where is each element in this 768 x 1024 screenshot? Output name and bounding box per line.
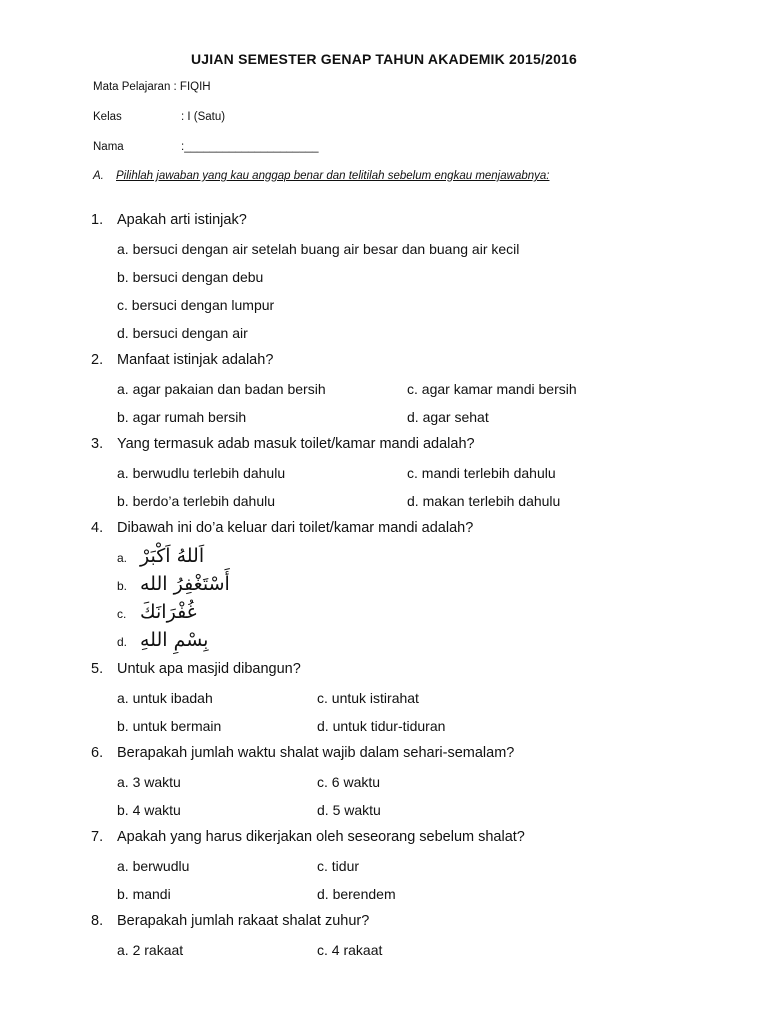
question-text: Dibawah ini do’a keluar dari toilet/kamar mandi adalah? [117, 520, 474, 536]
question-number: 1. [91, 212, 104, 228]
answer-option: b. mandi [117, 886, 171, 902]
question-number: 7. [91, 829, 104, 845]
question-text: Manfaat istinjak adalah? [117, 352, 274, 368]
question-text: Yang termasuk adab masuk toilet/kamar mandi adalah? [117, 436, 475, 452]
answer-option: a. berwudlu terlebih dahulu [117, 465, 286, 481]
arabic-prayer: اَللهُ اَكْبَرْ [140, 545, 205, 567]
answer-option: c. untuk istirahat [317, 690, 419, 706]
answer-option: b. berdo’a terlebih dahulu [117, 493, 276, 509]
option-letter: d. [117, 635, 128, 649]
instruction-marker: A. [93, 170, 104, 182]
answer-option: d. agar sehat [407, 409, 489, 425]
answer-option: b. untuk bermain [117, 718, 222, 734]
answer-option: d. bersuci dengan air [117, 325, 248, 341]
question-text: Apakah yang harus dikerjakan oleh seseorang sebelum shalat? [117, 829, 525, 845]
question-text: Berapakah jumlah waktu shalat wajib dalam sehari-semalam? [117, 745, 515, 761]
arabic-prayer: أَسْتَغْفِرُ الله [140, 573, 230, 595]
answer-option: c. agar kamar mandi bersih [407, 381, 577, 397]
question-text: Apakah arti istinjak? [117, 212, 247, 228]
answer-option: d. untuk tidur-tiduran [317, 718, 446, 734]
subject-label: Mata Pelajaran : FIQIH [93, 81, 211, 93]
option-letter: b. [117, 579, 128, 593]
question-number: 6. [91, 745, 104, 761]
answer-option: c. tidur [317, 858, 360, 874]
answer-option: c. 4 rakaat [317, 942, 383, 958]
question-number: 5. [91, 661, 104, 677]
name-blank: :_____________________ [181, 141, 319, 153]
answer-option: a. 2 rakaat [117, 942, 184, 958]
question-text: Untuk apa masjid dibangun? [117, 661, 301, 677]
answer-option: b. agar rumah bersih [117, 409, 247, 425]
class-label: Kelas [93, 111, 122, 123]
exam-title: UJIAN SEMESTER GENAP TAHUN AKADEMIK 2015/2016 [190, 51, 578, 67]
option-letter: a. [117, 551, 128, 565]
question-number: 8. [91, 913, 104, 929]
answer-option: a. bersuci dengan air setelah buang air besar dan buang air kecil [117, 241, 520, 257]
answer-option: a. untuk ibadah [117, 690, 213, 706]
answer-option: c. 6 waktu [317, 774, 381, 790]
instruction-text: Pilihlah jawaban yang kau anggap benar dan telitilah sebelum engkau menjawabnya: [116, 170, 550, 182]
answer-option: a. agar pakaian dan badan bersih [117, 381, 326, 397]
option-letter: c. [117, 607, 127, 621]
arabic-prayer: غُفْرَانَكَ [140, 601, 197, 623]
answer-option: d. berendem [317, 886, 396, 902]
class-value: : I (Satu) [181, 111, 226, 123]
answer-option: d. makan terlebih dahulu [407, 493, 561, 509]
question-number: 4. [91, 520, 104, 536]
answer-option: b. 4 waktu [117, 802, 181, 818]
answer-option: c. mandi terlebih dahulu [407, 465, 556, 481]
answer-option: d. 5 waktu [317, 802, 381, 818]
answer-option: a. 3 waktu [117, 774, 181, 790]
arabic-prayer: بِسْمِ اللهِ [140, 629, 209, 651]
name-label: Nama [93, 141, 124, 153]
answer-option: a. berwudlu [117, 858, 190, 874]
question-text: Berapakah jumlah rakaat shalat zuhur? [117, 913, 370, 929]
question-number: 2. [91, 352, 104, 368]
answer-option: c. bersuci dengan lumpur [117, 297, 275, 313]
answer-option: b. bersuci dengan debu [117, 269, 264, 285]
question-number: 3. [91, 436, 104, 452]
